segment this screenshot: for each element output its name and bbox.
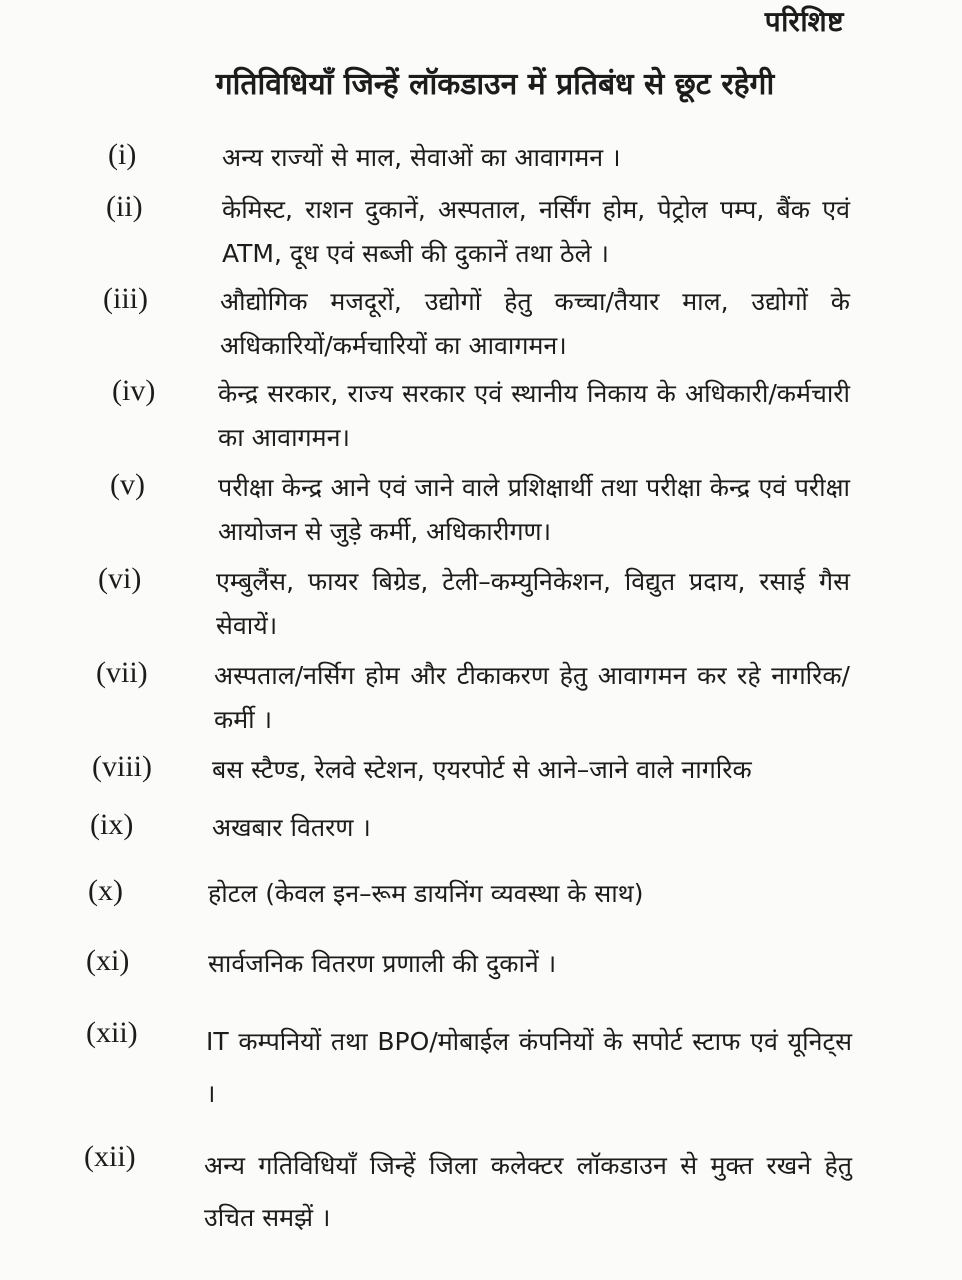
item-number: (iii) — [103, 282, 148, 315]
item-text: अन्य राज्यों से माल, सेवाओं का आवागमन । — [222, 143, 621, 172]
item-number: (v) — [110, 468, 145, 501]
item-text: एम्बुलैंस, फायर बिग्रेड, टेली–कम्युनिकेशन, विद्युत प्रदाय, रसाई गैस सेवायें। — [216, 567, 850, 640]
item-number: (xi) — [86, 944, 130, 977]
item-text: होटल (केवल इन–रूम डायनिंग व्यवस्था के साथ) — [208, 879, 644, 908]
item-number: (i) — [108, 138, 137, 171]
item-text: अस्पताल/नर्सिग होम और टीकाकरण हेतु आवागमन कर रहे नागरिक/कर्मी । — [214, 661, 850, 734]
item-number: (vi) — [98, 562, 142, 595]
item-number: (xii) — [84, 1140, 136, 1173]
item-number: (viii) — [92, 750, 152, 783]
item-number: (xii) — [86, 1016, 138, 1049]
item-text: परीक्षा केन्द्र आने एवं जाने वाले प्रशिक्षार्थी तथा परीक्षा केन्द्र एवं परीक्षा आयोजन से जुड़े कर्मी, अधिकारीगण। — [218, 473, 850, 546]
item-text: अखबार वितरण । — [212, 813, 371, 842]
appendix-label: परिशिष्ट — [764, 5, 844, 38]
item-number: (x) — [88, 874, 123, 907]
item-number: (ii) — [106, 190, 143, 223]
item-text: सार्वजनिक वितरण प्रणाली की दुकानें । — [208, 949, 557, 978]
item-number: (iv) — [112, 374, 156, 407]
item-text: केमिस्ट, राशन दुकानें, अस्पताल, नर्सिंग होम, पेट्रोल पम्प, बैंक एवं ATM, दूध एवं सब्जी की दुकानें तथा ठेले । — [222, 195, 850, 268]
page-title: गतिविधियॉं जिन्हें लॉकडाउन में प्रतिबंध से छूट रहेगी — [215, 67, 775, 102]
item-text: बस स्टैण्ड, रेलवे स्टेशन, एयरपोर्ट से आने–जाने वाले नागरिक — [212, 755, 752, 784]
item-number: (vii) — [96, 656, 148, 689]
item-text: औद्योगिक मजदूरों, उद्योगों हेतु कच्चा/तैयार माल, उद्योगों के अधिकारियों/कर्मचारियों का आवागमन। — [220, 287, 850, 360]
item-text: केन्द्र सरकार, राज्य सरकार एवं स्थानीय निकाय के अधिकारी/कर्मचारी का आवागमन। — [218, 379, 850, 452]
item-text: IT कम्पनियों तथा BPO/मोबाईल कंपनियों के सपोर्ट स्टाफ एवं यूनिट्स । — [206, 1027, 852, 1108]
item-number: (ix) — [90, 808, 134, 841]
item-text: अन्य गतिविधियॉं जिन्हें जिला कलेक्टर लॉकडाउन से मुक्त रखने हेतु उचित समझें । — [204, 1151, 852, 1232]
